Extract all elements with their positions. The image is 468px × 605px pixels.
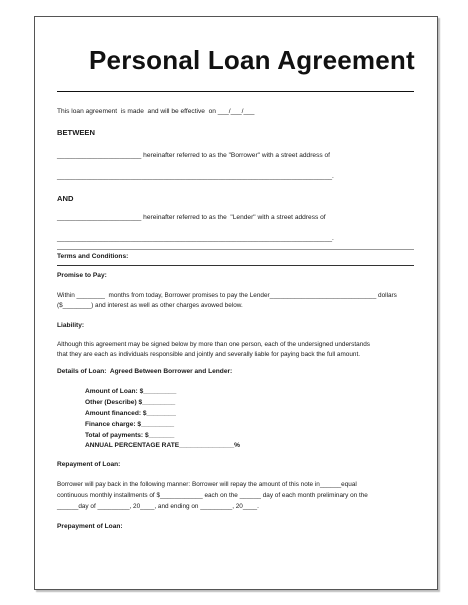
document-title: Personal Loan Agreement: [89, 45, 415, 75]
promise-line-1: Within ________ months from today, Borrower promises to pay the Lender______________________________ dollars: [57, 292, 397, 299]
borrower-line-1: _______________________ hereinafter referred to as the "Borrower" with a street address of: [57, 152, 331, 159]
lender-line-1: _______________________ hereinafter referred to as the "Lender" with a street address of: [57, 214, 326, 221]
liability-line-2: that they are each as individuals responsible and jointly and severally liable for paying back the full amount.: [57, 351, 361, 358]
promise-heading: Promise to Pay:: [57, 272, 107, 279]
repayment-line-1: Borrower will pay back in the following manner: Borrower will repay the amount of this note in______equal: [57, 481, 357, 488]
detail-amount-financed: Amount financed: $________: [85, 410, 176, 417]
prepayment-heading: Prepayment of Loan:: [57, 523, 123, 530]
borrower-address-line: ___________________________________________________________________________.: [57, 173, 334, 180]
lender-address-line: ___________________________________________________________________________.: [57, 235, 334, 242]
detail-apr: ANNUAL PERCENTAGE RATE_______________%: [85, 442, 241, 449]
repayment-line-3: ______day of _________, 20____, and ending on _________, 20____.: [57, 503, 259, 510]
terms-divider: [57, 265, 414, 266]
and-heading: AND: [57, 194, 74, 203]
terms-heading: Terms and Conditions:: [57, 253, 129, 260]
repayment-heading: Repayment of Loan:: [57, 461, 121, 468]
liability-line-1: Although this agreement may be signed below by more than one person, each of the undersigned understands: [57, 341, 370, 348]
title-divider: [57, 91, 414, 92]
detail-total-of-payments: Total of payments: $_______: [85, 432, 175, 439]
promise-line-2: ($________) and interest as well as other charges avowed below.: [57, 302, 243, 309]
section-divider: [57, 249, 414, 250]
details-heading: Details of Loan: Agreed Between Borrower and Lender:: [57, 368, 233, 375]
liability-heading: Liability:: [57, 322, 85, 329]
effective-date-line: This loan agreement is made and will be effective on ___/___/___: [57, 108, 255, 115]
document-page: [34, 16, 438, 590]
detail-finance-charge: Finance charge: $_________: [85, 421, 175, 428]
detail-other: Other (Describe) $_________: [85, 399, 176, 406]
between-heading: BETWEEN: [57, 128, 95, 137]
detail-amount-of-loan: Amount of Loan: $_________: [85, 388, 177, 395]
repayment-line-2: continuous monthly installments of $____________ each on the ______ day of each month preliminary on the: [57, 492, 368, 499]
